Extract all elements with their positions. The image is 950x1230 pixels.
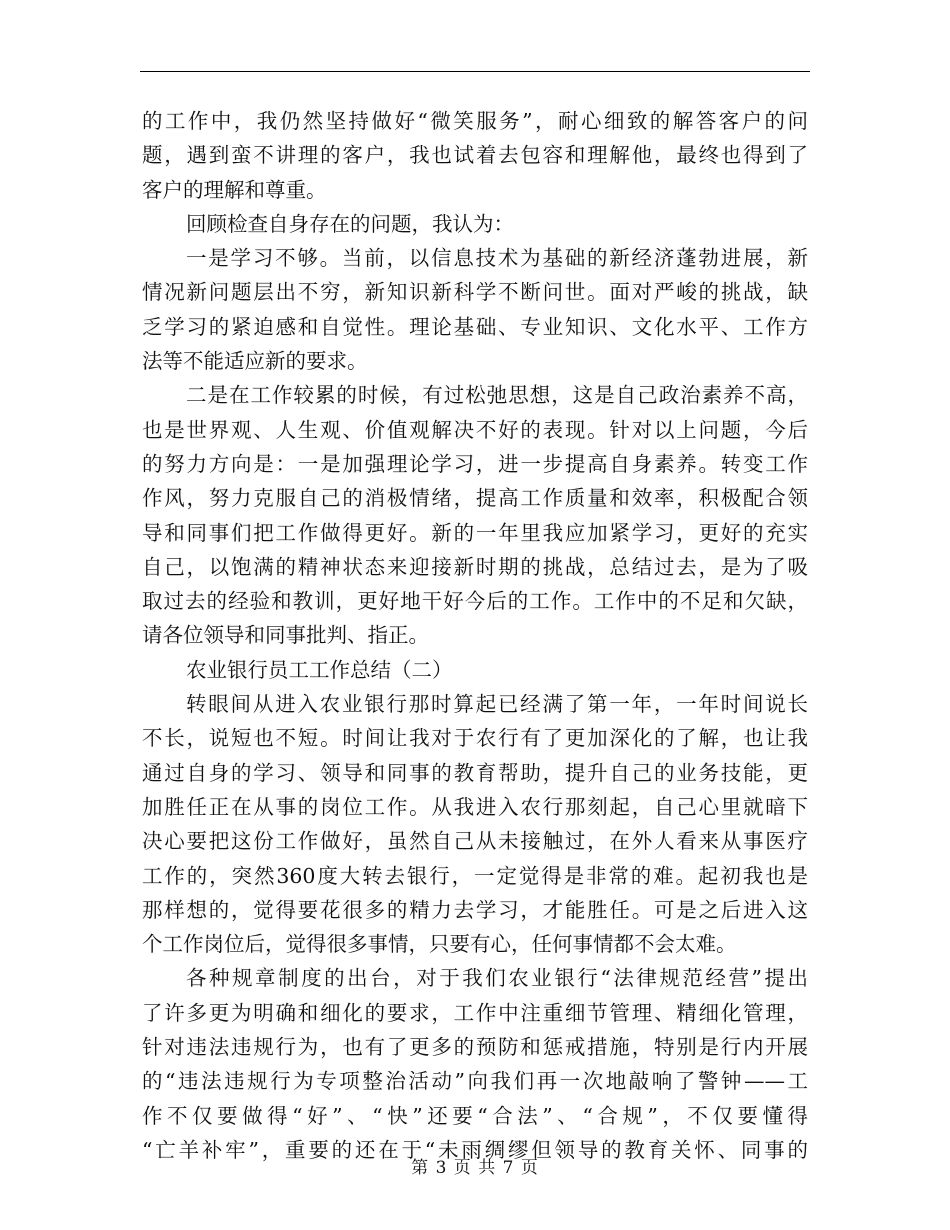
text-line: 回顾检查自身存在的问题，我认为：: [186, 211, 514, 236]
text-line: 了许多更为明确和细化的要求，工作中注重细节管理、精细化管理，: [142, 1000, 808, 1025]
text-line: “亡羊补牢”，重要的还在于“未雨绸缪但领导的教育关怀、同事的: [142, 1137, 808, 1162]
text-line: 的努力方向是：一是加强理论学习，进一步提高自身素养。转变工作: [142, 451, 808, 476]
text-line: 取过去的经验和教训，更好地干好今后的工作。工作中的不足和欠缺，: [142, 589, 808, 614]
text-line: 法等不能适应新的要求。: [142, 349, 368, 374]
page-number: 第 3 页 共 7 页: [411, 1158, 539, 1178]
header-rule: [140, 71, 810, 72]
text-line: 也是世界观、人生观、价值观解决不好的表现。针对以上问题，今后: [142, 417, 808, 442]
text-line: 通过自身的学习、领导和同事的教育帮助，提升自己的业务技能，更: [142, 760, 808, 785]
text-line: 题，遇到蛮不讲理的客户，我也试着去包容和理解他，最终也得到了: [142, 143, 808, 168]
text-line: 不长，说短也不短。时间让我对于农行有了更加深化的了解，也让我: [142, 726, 808, 751]
text-line: 请各位领导和同事批判、指正。: [142, 623, 429, 648]
text-line: 加胜任正在从事的岗位工作。从我进入农行那刻起，自己心里就暗下: [142, 794, 808, 819]
text-line: 转眼间从进入农业银行那时算起已经满了第一年，一年时间说长: [186, 692, 808, 717]
text-line: 的工作中，我仍然坚持做好“微笑服务”，耐心细致的解答客户的问: [142, 109, 808, 133]
text-line: 那样想的，觉得要花很多的精力去学习，才能胜任。可是之后进入这: [142, 897, 808, 922]
text-line: 作风，努力克服自己的消极情绪，提高工作质量和效率，积极配合领: [142, 486, 808, 511]
text-line: 各种规章制度的出台，对于我们农业银行“法律规范经营”提出: [186, 966, 808, 991]
text-line: 针对违法违规行为，也有了更多的预防和惩戒措施，特别是行内开展: [142, 1035, 808, 1060]
text-line: 工作的，突然360度大转去银行，一定觉得是非常的难。起初我也是: [142, 863, 808, 888]
text-line: 自己，以饱满的精神状态来迎接新时期的挑战，总结过去，是为了吸: [142, 554, 808, 579]
text-line: 决心要把这份工作做好，虽然自己从未接触过，在外人看来从事医疗: [142, 829, 808, 854]
text-line: 客户的理解和尊重。: [142, 177, 327, 202]
text-line: 的“违法违规行为专项整治活动”向我们再一次地敲响了警钟——工: [142, 1069, 808, 1094]
text-line: 二是在工作较累的时候，有过松弛思想，这是自己政治素养不高，: [186, 383, 808, 408]
text-line: 个工作岗位后，觉得很多事情，只要有心，任何事情都不会太难。: [142, 932, 737, 957]
text-line: 作不仅要做得“好”、“快”还要“合法”、“合规”，不仅要懂得: [142, 1103, 808, 1128]
text-line: 一是学习不够。当前，以信息技术为基础的新经济蓬勃进展，新: [186, 246, 808, 271]
text-line: 情况新问题层出不穷，新知识新科学不断问世。面对严峻的挑战，缺: [142, 280, 808, 305]
text-line: 导和同事们把工作做得更好。新的一年里我应加紧学习，更好的充实: [142, 520, 808, 545]
section-heading: 农业银行员工工作总结（二）: [186, 657, 453, 682]
text-line: 乏学习的紧迫感和自觉性。理论基础、专业知识、文化水平、工作方: [142, 314, 808, 339]
document-body: [142, 104, 808, 1167]
